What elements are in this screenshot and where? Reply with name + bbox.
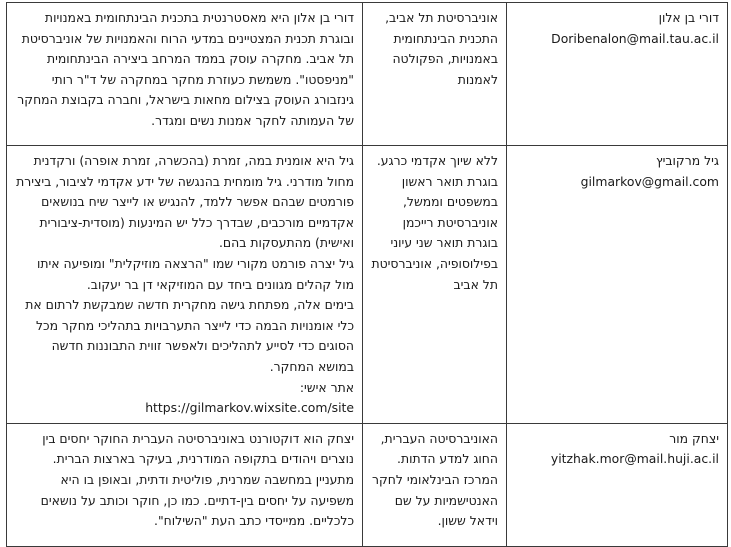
email-text: gilmarkov@gmail.com <box>580 173 719 189</box>
affiliation-cell: ללא שיוך אקדמי כרגע. בוגרת תואר ראשון במשפטים וממשל, אוניברסיטת רייכמן בוגרת תואר שני עיוני בפילוסופיה, אוניברסיטת תל אביב <box>363 146 507 424</box>
bio-cell <box>7 146 363 424</box>
name-cell <box>507 423 728 546</box>
email-text: Doribenalon@mail.tau.ac.il <box>551 30 719 46</box>
bio-table <box>6 2 728 547</box>
person-name: גיל מרקוביץ <box>655 153 719 168</box>
bio-paragraph: גיל יצרה פורמט מקורי שמו "הרצאה מוזיקלית" ומופיעה איתו מול קהלים מגוונים ביחד עם המוזיקאי דן בר יעקוב. <box>36 255 354 292</box>
bio-cell: דורי בן אלון היא מאסטרנטית בתכנית הבינתחומית באמנויות ובוגרת תכנית המצטיינים במדעי הרוח והאמנויות של אוניברסיטת תל אביב. מחקרה עוסק בממד המרחב ביצירה הבינתחומית "מניפסטו". משמשת כעוזרת מחקר במחקרה של ד"ר רותי גינזבורג העוסק בצילום מחאות בישראל, וחברה בקבוצת המחקר של העמותה לחקר אמנות נשים ומגדר. <box>7 3 363 146</box>
affiliation-cell: אוניברסיטת תל אביב, התכנית הבינתחומית באמנויות, הפקולטה לאמנות <box>363 3 507 146</box>
person-name: דורי בן אלון <box>658 10 719 25</box>
name-cell <box>507 146 728 424</box>
bio-paragraph: בימים אלה, מפתחת גישה מחקרית חדשה שמבקשת לרתום את כלי אומנויות הבמה כדי לייצר התערבויות בתהליכי מחקר מכל הסוגים כדי לסייע לתהליכים ולאפשר זווית התבוננות חדשה במושא המחקר. <box>25 297 354 374</box>
personal-site-link[interactable]: https://gilmarkov.wixsite.com/site <box>145 400 354 416</box>
bio-cell: יצחק הוא דוקטורנט באוניברסיטה העברית החוקר יחסים בין נוצרים ויהודים בתקופה המודרנית, בעיקר בארצות הברית. מתעניין במחשבה שמרנית, פוליטית ודתית, ובאופן בו היא משפיעה על יחסים בין-דתיים. כמו כן, חוקר וכותב על נושאים כלכליים. ממייסדי כתב העת "השילוח". <box>7 423 363 546</box>
name-cell <box>507 3 728 146</box>
bio-paragraph: גיל היא אומנית במה, זמרת (בהכשרה, זמרת אופרה) ורקדנית מחול מודרני. גיל מומחית בהנגשה של ידע אקדמי לציבור, ביצירת פורמטים שבהם אפשר ללמד, להנגיש או לייצר שיח בנושאים אקדמיים מורכבים, שבדרך כלל יש המינעות (מוסדית-ציבורית ואישית) מהתעסקות בהם. <box>16 153 354 251</box>
site-label: אתר אישי: <box>299 379 354 395</box>
table-row <box>7 146 728 424</box>
person-name: יצחק מור <box>669 430 719 446</box>
table-row <box>7 423 728 546</box>
affiliation-cell: האוניברסיטה העברית, החוג למדע הדתות. המרכז הבינלאומי לחקר האנטישמיות על שם וידאל ששון. <box>363 423 507 546</box>
email-text: yitzhak.mor@mail.huji.ac.il <box>550 451 719 467</box>
table-row <box>7 3 728 146</box>
